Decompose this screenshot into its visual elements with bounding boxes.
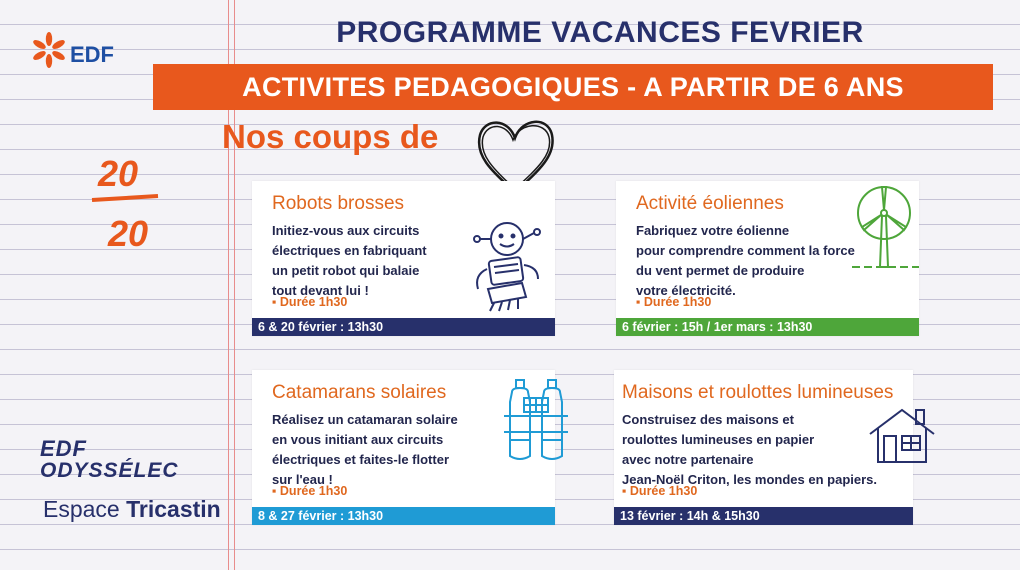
espace-tricastin (43, 496, 221, 523)
score-top: 20 (98, 153, 139, 194)
page-title: PROGRAMME VACANCES FEVRIER (336, 16, 864, 49)
activity-card-maisons[interactable] (614, 370, 913, 525)
card-desc-line: roulottes lumineuses en papier (622, 432, 815, 447)
card-desc-line: Fabriquez votre éolienne (636, 223, 790, 238)
odyselec-brand (40, 438, 179, 482)
card-title: Activité éoliennes (636, 193, 784, 214)
card-duration: ▪ Durée 1h30 (272, 484, 348, 498)
card-desc-line: Réalisez un catamaran solaire (272, 412, 458, 427)
card-dates: 13 février : 14h & 15h30 (614, 507, 913, 525)
card-dates: 8 & 27 février : 13h30 (252, 507, 555, 525)
card-desc-line: avec notre partenaire (622, 452, 754, 467)
card-duration: ▪ Durée 1h30 (636, 295, 712, 309)
catamaran-icon (500, 376, 572, 466)
card-desc-line: votre électricité. (636, 283, 736, 298)
card-desc-line: en vous initiant aux circuits (272, 432, 444, 447)
card-desc-line: sur l'eau ! (272, 472, 333, 487)
brand-line-edf: EDF (40, 436, 87, 461)
card-desc-line: du vent permet de produire (636, 263, 805, 278)
card-desc-line: Construisez des maisons et (622, 412, 794, 427)
card-dates: 6 février : 15h / 1er mars : 13h30 (616, 318, 919, 336)
card-dates: 6 & 20 février : 13h30 (252, 318, 555, 336)
card-title: Robots brosses (272, 193, 405, 214)
card-desc-line: Jean-Noël Criton, les mondes en papiers. (622, 472, 878, 487)
card-desc-line: tout devant lui ! (272, 283, 369, 298)
card-description (272, 410, 458, 490)
card-desc-line: pour comprendre comment la force (636, 243, 855, 258)
card-description (636, 221, 855, 301)
card-title: Maisons et roulottes lumineuses (622, 382, 894, 403)
card-desc-line: électriques en fabriquant (272, 243, 427, 258)
card-desc-line: électriques et faites-le flotter (272, 452, 449, 467)
score-20-20-icon (88, 148, 168, 253)
wind-turbine-icon (852, 181, 919, 273)
activity-card-eoliennes[interactable] (616, 181, 919, 336)
card-duration: ▪ Durée 1h30 (272, 295, 348, 309)
card-desc-line: un petit robot qui balaie (272, 263, 420, 278)
card-duration: ▪ Durée 1h30 (622, 484, 698, 498)
brand-line-odyselec: ODYSSÉLEC (40, 459, 179, 482)
age-banner: ACTIVITES PEDAGOGIQUES - A PARTIR DE 6 ANS (153, 64, 993, 110)
card-title: Catamarans solaires (272, 382, 447, 403)
house-icon (868, 406, 936, 466)
score-bottom: 20 (108, 213, 149, 253)
card-description (272, 221, 427, 301)
card-desc-line: Initiez-vous aux circuits (272, 223, 420, 238)
site-name: Tricastin (126, 496, 221, 522)
favorites-heading: Nos coups de (222, 118, 439, 155)
activity-card-catamarans[interactable] (252, 370, 555, 525)
edf-logo (30, 30, 130, 80)
edf-sun-logo-icon (30, 30, 130, 80)
robot-icon (462, 217, 552, 317)
espace-label: Espace (43, 496, 120, 522)
edf-logo-text: EDF (70, 42, 114, 67)
card-description (622, 410, 877, 490)
activity-card-robots[interactable] (252, 181, 555, 336)
